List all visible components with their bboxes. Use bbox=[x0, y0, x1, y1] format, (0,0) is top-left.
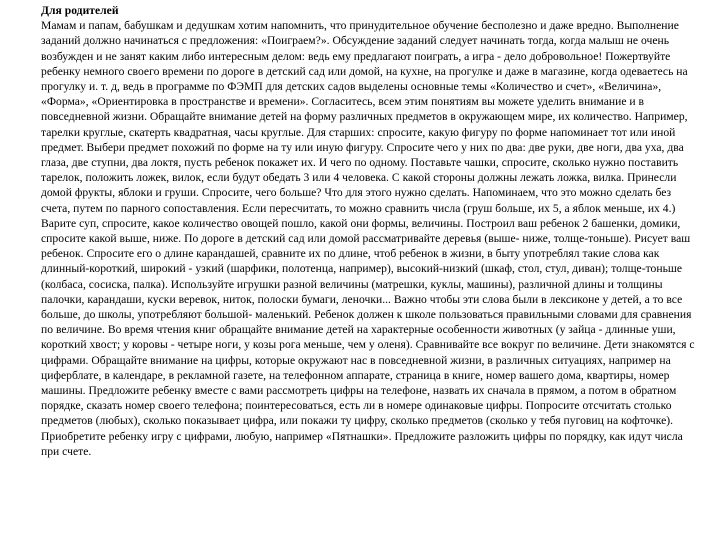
document-body-paragraph: Мамам и папам, бабушкам и дедушкам хотим напомнить, что принудительное обучение бесполезно и даже вредно. Выполнение заданий должно начинаться с предложения: «Поиграем?». Обсуждение заданий следует начинать тогда, когда малыш не очень возбужден и не занят каким либо интересным делом: ведь ему предлагают поиграть, а игра - дело добровольное! Пожертвуйте ребенку немного своего времени по дороге в детский сад или домой, на кухне, на прогулке и даже в магазине, когда одеваетесь на прогулку и. т. д, ведь в программе по ФЭМП для детских садов выделены основные темы «Количество и счет», «Величина», «Форма», «Ориентировка в пространстве и времени». Согласитесь, всем этим понятиям вы можете уделить внимание и в повседневной жизни. Обращайте внимание детей на форму различных предметов в окружающем мире, их количество. Например, тарелки круглые, скатерть квадратная, часы круглые. Для старших: спросите, какую фигуру по форме напоминает тот или иной предмет. Выбери предмет похожий по форме на ту или иную фигуру. Спросите чего у них по два: две руки, две ноги, два уха, два глаза, две ступни, два локтя, пусть ребенок покажет их. И чего по одному. Поставьте чашки, спросите, сколько нужно поставить тарелок, положить ложек, вилок, если будут обедать 3 или 4 человека. С какой стороны должны лежать ложка, вилка. Принесли домой фрукты, яблоки и груши. Спросите, чего больше? Что для этого нужно сделать. Напоминаем, что это можно сделать без счета, путем по парного сопоставления. Если пересчитать, то можно сравнить числа (груш больше, их 5, а яблок меньше, их 4.) Варите суп, спросите, какое количество овощей пошло, какой они формы, величины. Построил ваш ребенок 2 башенки, домики, спросите какой выше, ниже. По дороге в детский сад или домой рассматривайте деревья (выше- ниже, толще-тоньше). Рисует ваш ребенок. Спросите его о длине карандашей, сравните их по длине, чтоб ребенок в жизни, в быту употреблял такие слова как длинный-короткий, широкий - узкий (шарфики, полотенца, например), высокий-низкий (шкаф, стол, стул, диван); толще-тоньше (колбаса, сосиска, палка). Используйте игрушки разной величины (матрешки, куклы, машины), различной длины и толщины палочки, карандаши, куски веревок, ниток, полоски бумаги, леночки... Важно чтобы эти слова были в лексиконе у детей, а то все больше, до школы, употребляют большой- маленький. Ребенок должен к школе пользоваться правильными словами для сравнения по величине. Во время чтения книг обращайте внимание детей на характерные особенности животных (у зайца - длинные уши, короткий хвост; у коровы - четыре ноги, у козы рога меньше, чем у оленя). Сравнивайте все вокруг по величине. Дети знакомятся с цифрами. Обращайте внимание на цифры, которые окружают нас в повседневной жизни, в различных ситуациях, например на циферблате, в календаре, в рекламной газете, на телефонном аппарате, страница в книге, номер вашего дома, квартиры, номер машины. Предложите ребенку вместе с вами рассмотреть цифры на телефоне, назвать их сначала в прямом, а потом в обратном порядке, сказать номер своего телефона; поинтересоваться, есть ли в номере одинаковые цифры. Попросите отсчитать столько предметов (любых), сколько показывает цифра, или покажи ту цифру, сколько предметов (сколько у тебя пуговиц на кофточке). Приобретите ребенку игру с цифрами, любую, например «Пятнашки». Предложите разложить цифры по порядку, как идут числа при счете. bbox=[41, 19, 695, 458]
document-heading: Для родителей bbox=[41, 4, 119, 17]
document-text-block bbox=[41, 3, 695, 459]
